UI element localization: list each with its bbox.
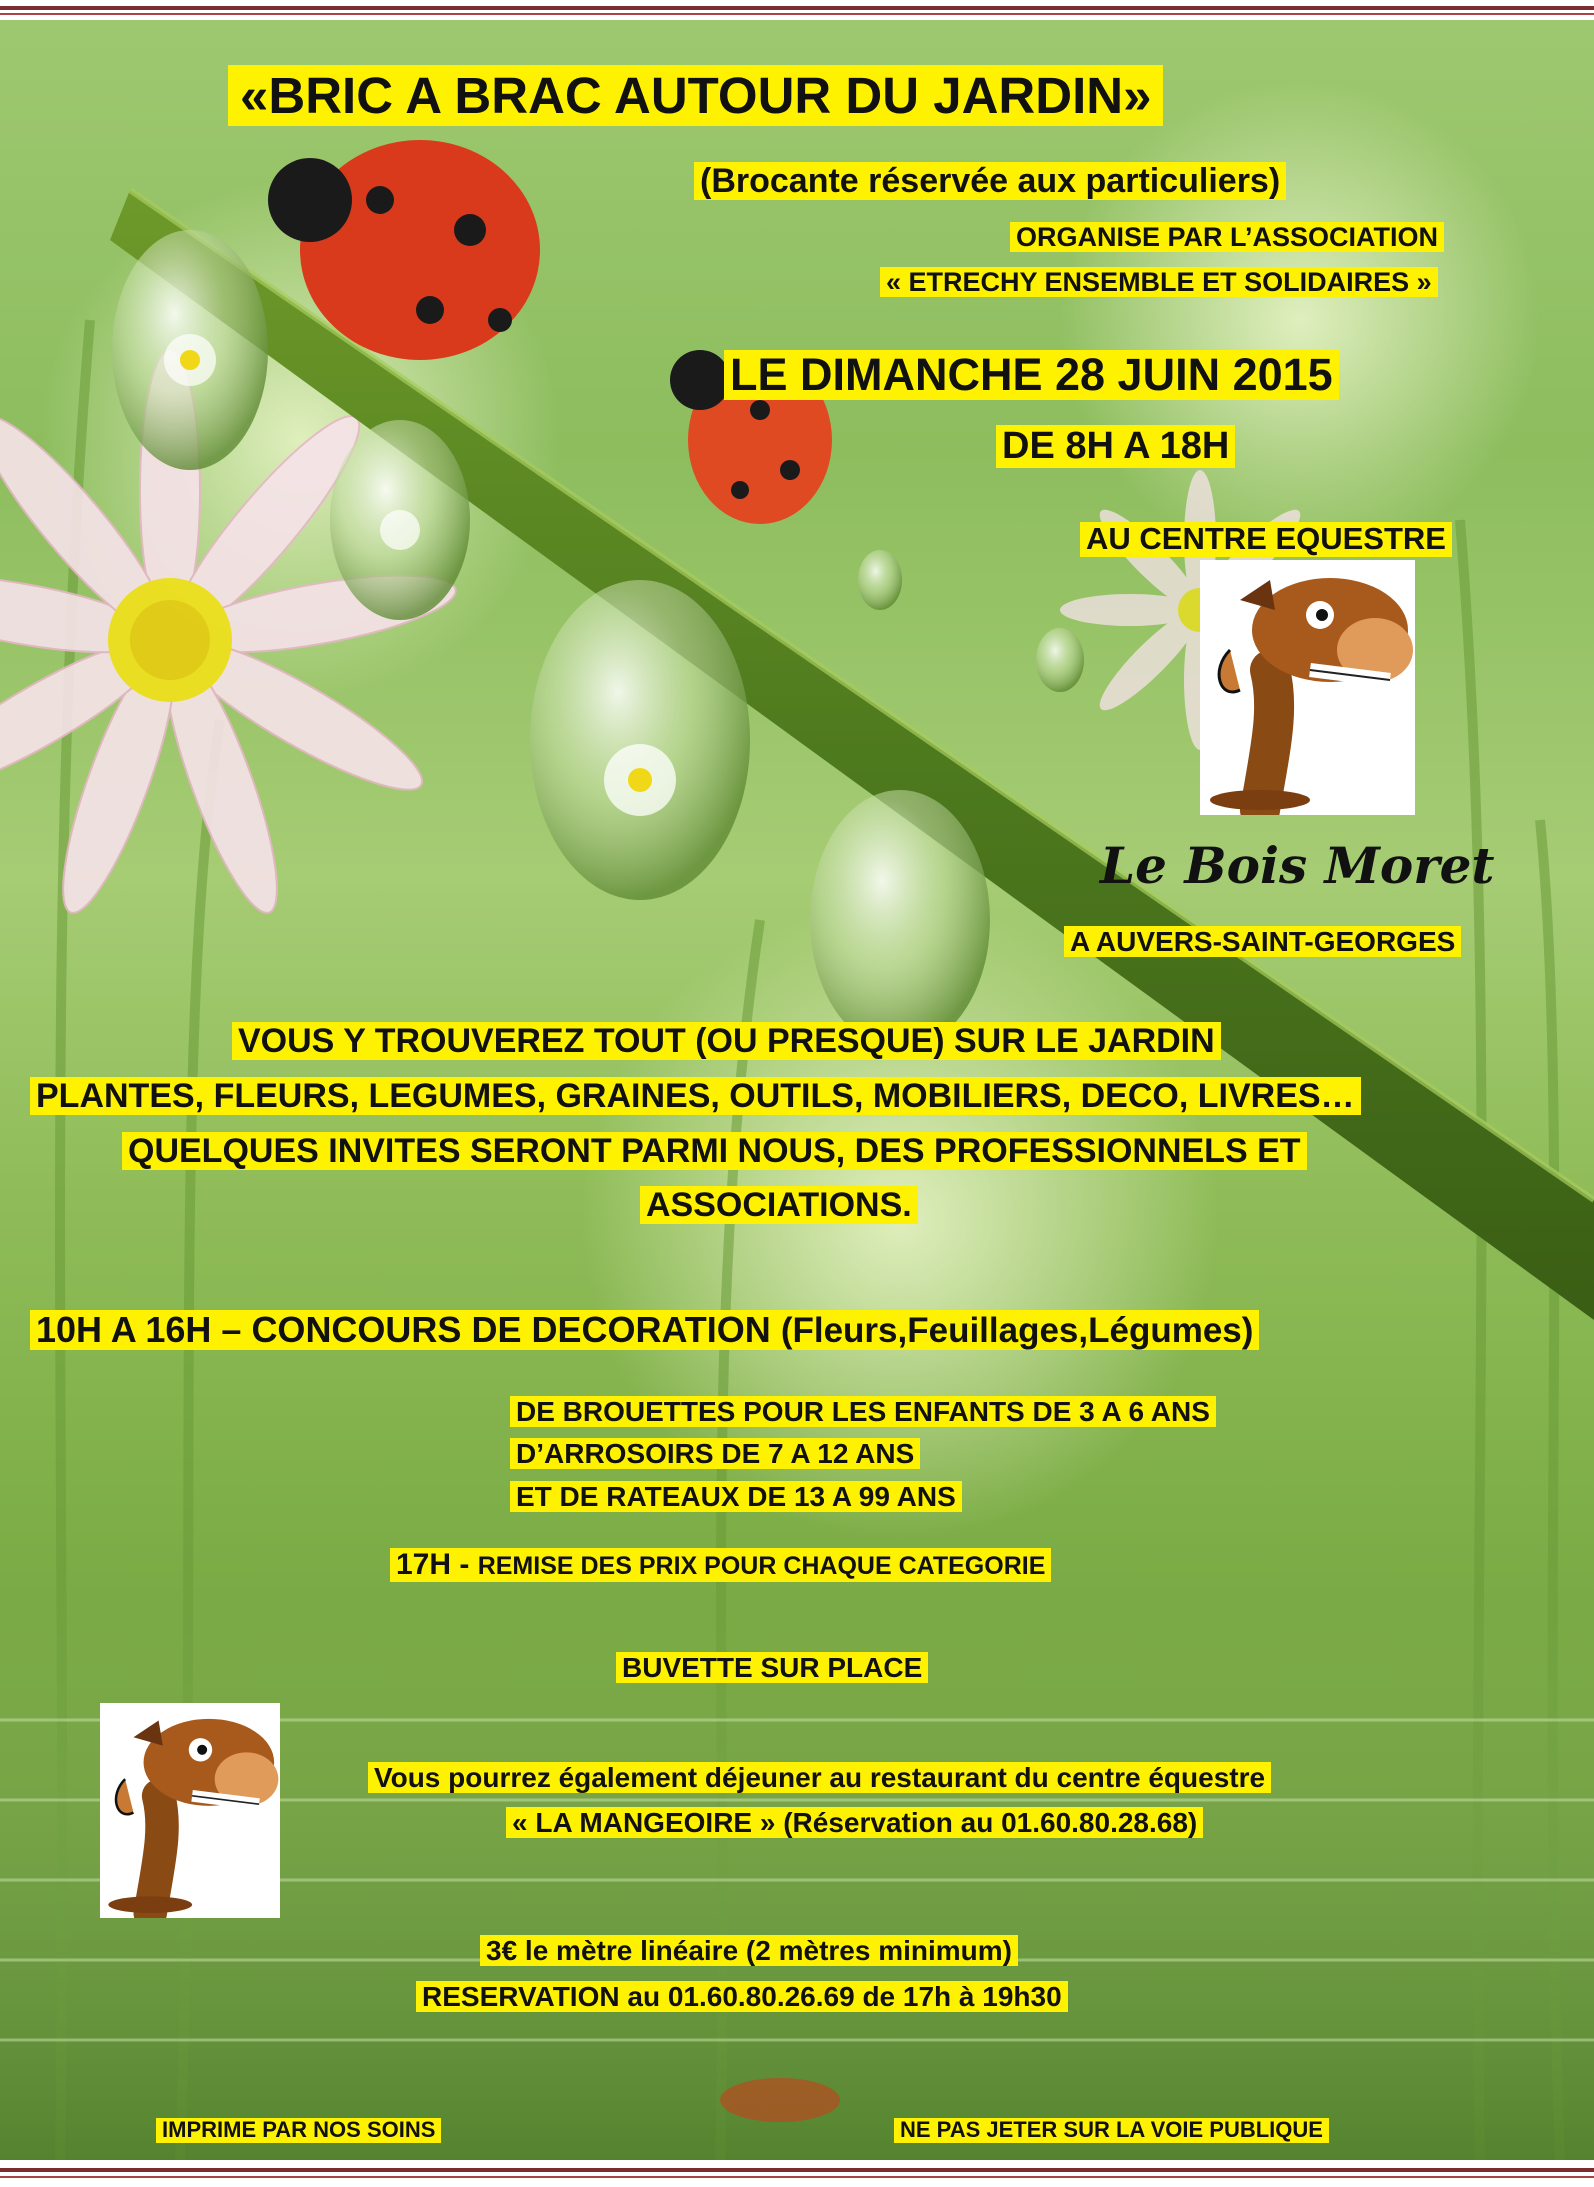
horse-cartoon-icon (1200, 560, 1415, 815)
refreshment-bar: BUVETTE SUR PLACE (616, 1652, 928, 1683)
poster (0, 20, 1594, 2160)
description-line-4: ASSOCIATIONS. (640, 1186, 918, 1224)
venue-name: Le Bois Moret (1100, 836, 1495, 895)
lunch-line-1: Vous pourrez également déjeuner au restaurant du centre équestre (368, 1762, 1271, 1793)
event-date: LE DIMANCHE 28 JUIN 2015 (724, 350, 1339, 400)
contest-heading (30, 1310, 1259, 1350)
horse-logo-top (1200, 560, 1415, 815)
description-line-2: PLANTES, FLEURS, LEGUMES, GRAINES, OUTILS, MOBILIERS, DECO, LIVRES… (30, 1077, 1361, 1115)
poster-title: «BRIC A BRAC AUTOUR DU JARDIN» (228, 65, 1163, 126)
description-line-1: VOUS Y TROUVEREZ TOUT (OU PRESQUE) SUR LE JARDIN (232, 1022, 1221, 1060)
price-info: 3€ le mètre linéaire (2 mètres minimum) (480, 1935, 1018, 1966)
organizer-line-2: « ETRECHY ENSEMBLE ET SOLIDAIRES » (880, 267, 1438, 297)
prize-text: REMISE DES PRIX POUR CHAQUE CATEGORIE (477, 1552, 1046, 1580)
contest-line-3: ET DE RATEAUX DE 13 A 99 ANS (510, 1481, 962, 1512)
description-line-3: QUELQUES INVITES SERONT PARMI NOUS, DES PROFESSIONNELS ET (122, 1132, 1307, 1170)
horse-logo-bottom (100, 1703, 280, 1918)
event-hours: DE 8H A 18H (996, 425, 1235, 468)
bottom-border (0, 2168, 1594, 2172)
venue-town: A AUVERS-SAINT-GEORGES (1064, 926, 1461, 957)
horse-cartoon-icon-small (100, 1703, 280, 1918)
bottom-border-thin (0, 2176, 1594, 2178)
contest-line-2: D’ARROSOIRS DE 7 A 12 ANS (510, 1438, 920, 1469)
contest-title: 10H A 16H – CONCOURS DE DECORATION (36, 1309, 771, 1350)
poster-subtitle: (Brocante réservée aux particuliers) (694, 162, 1286, 200)
organizer-line-1: ORGANISE PAR L’ASSOCIATION (1010, 222, 1444, 252)
top-border-thin (0, 13, 1594, 15)
footer-right: NE PAS JETER SUR LA VOIE PUBLIQUE (894, 2118, 1329, 2143)
prize-time: 17H - (396, 1548, 470, 1581)
reservation-info: RESERVATION au 01.60.80.26.69 de 17h à 19h30 (416, 1981, 1068, 2012)
contest-detail: (Fleurs,Feuillages,Légumes) (780, 1311, 1254, 1350)
contest-line-1: DE BROUETTES POUR LES ENFANTS DE 3 A 6 ANS (510, 1396, 1216, 1427)
top-border (0, 6, 1594, 10)
footer-left: IMPRIME PAR NOS SOINS (156, 2118, 441, 2143)
lunch-line-2: « LA MANGEOIRE » (Réservation au 01.60.80.28.68) (506, 1807, 1203, 1838)
prize-giving (390, 1548, 1051, 1582)
venue-label: AU CENTRE EQUESTRE (1080, 522, 1452, 557)
